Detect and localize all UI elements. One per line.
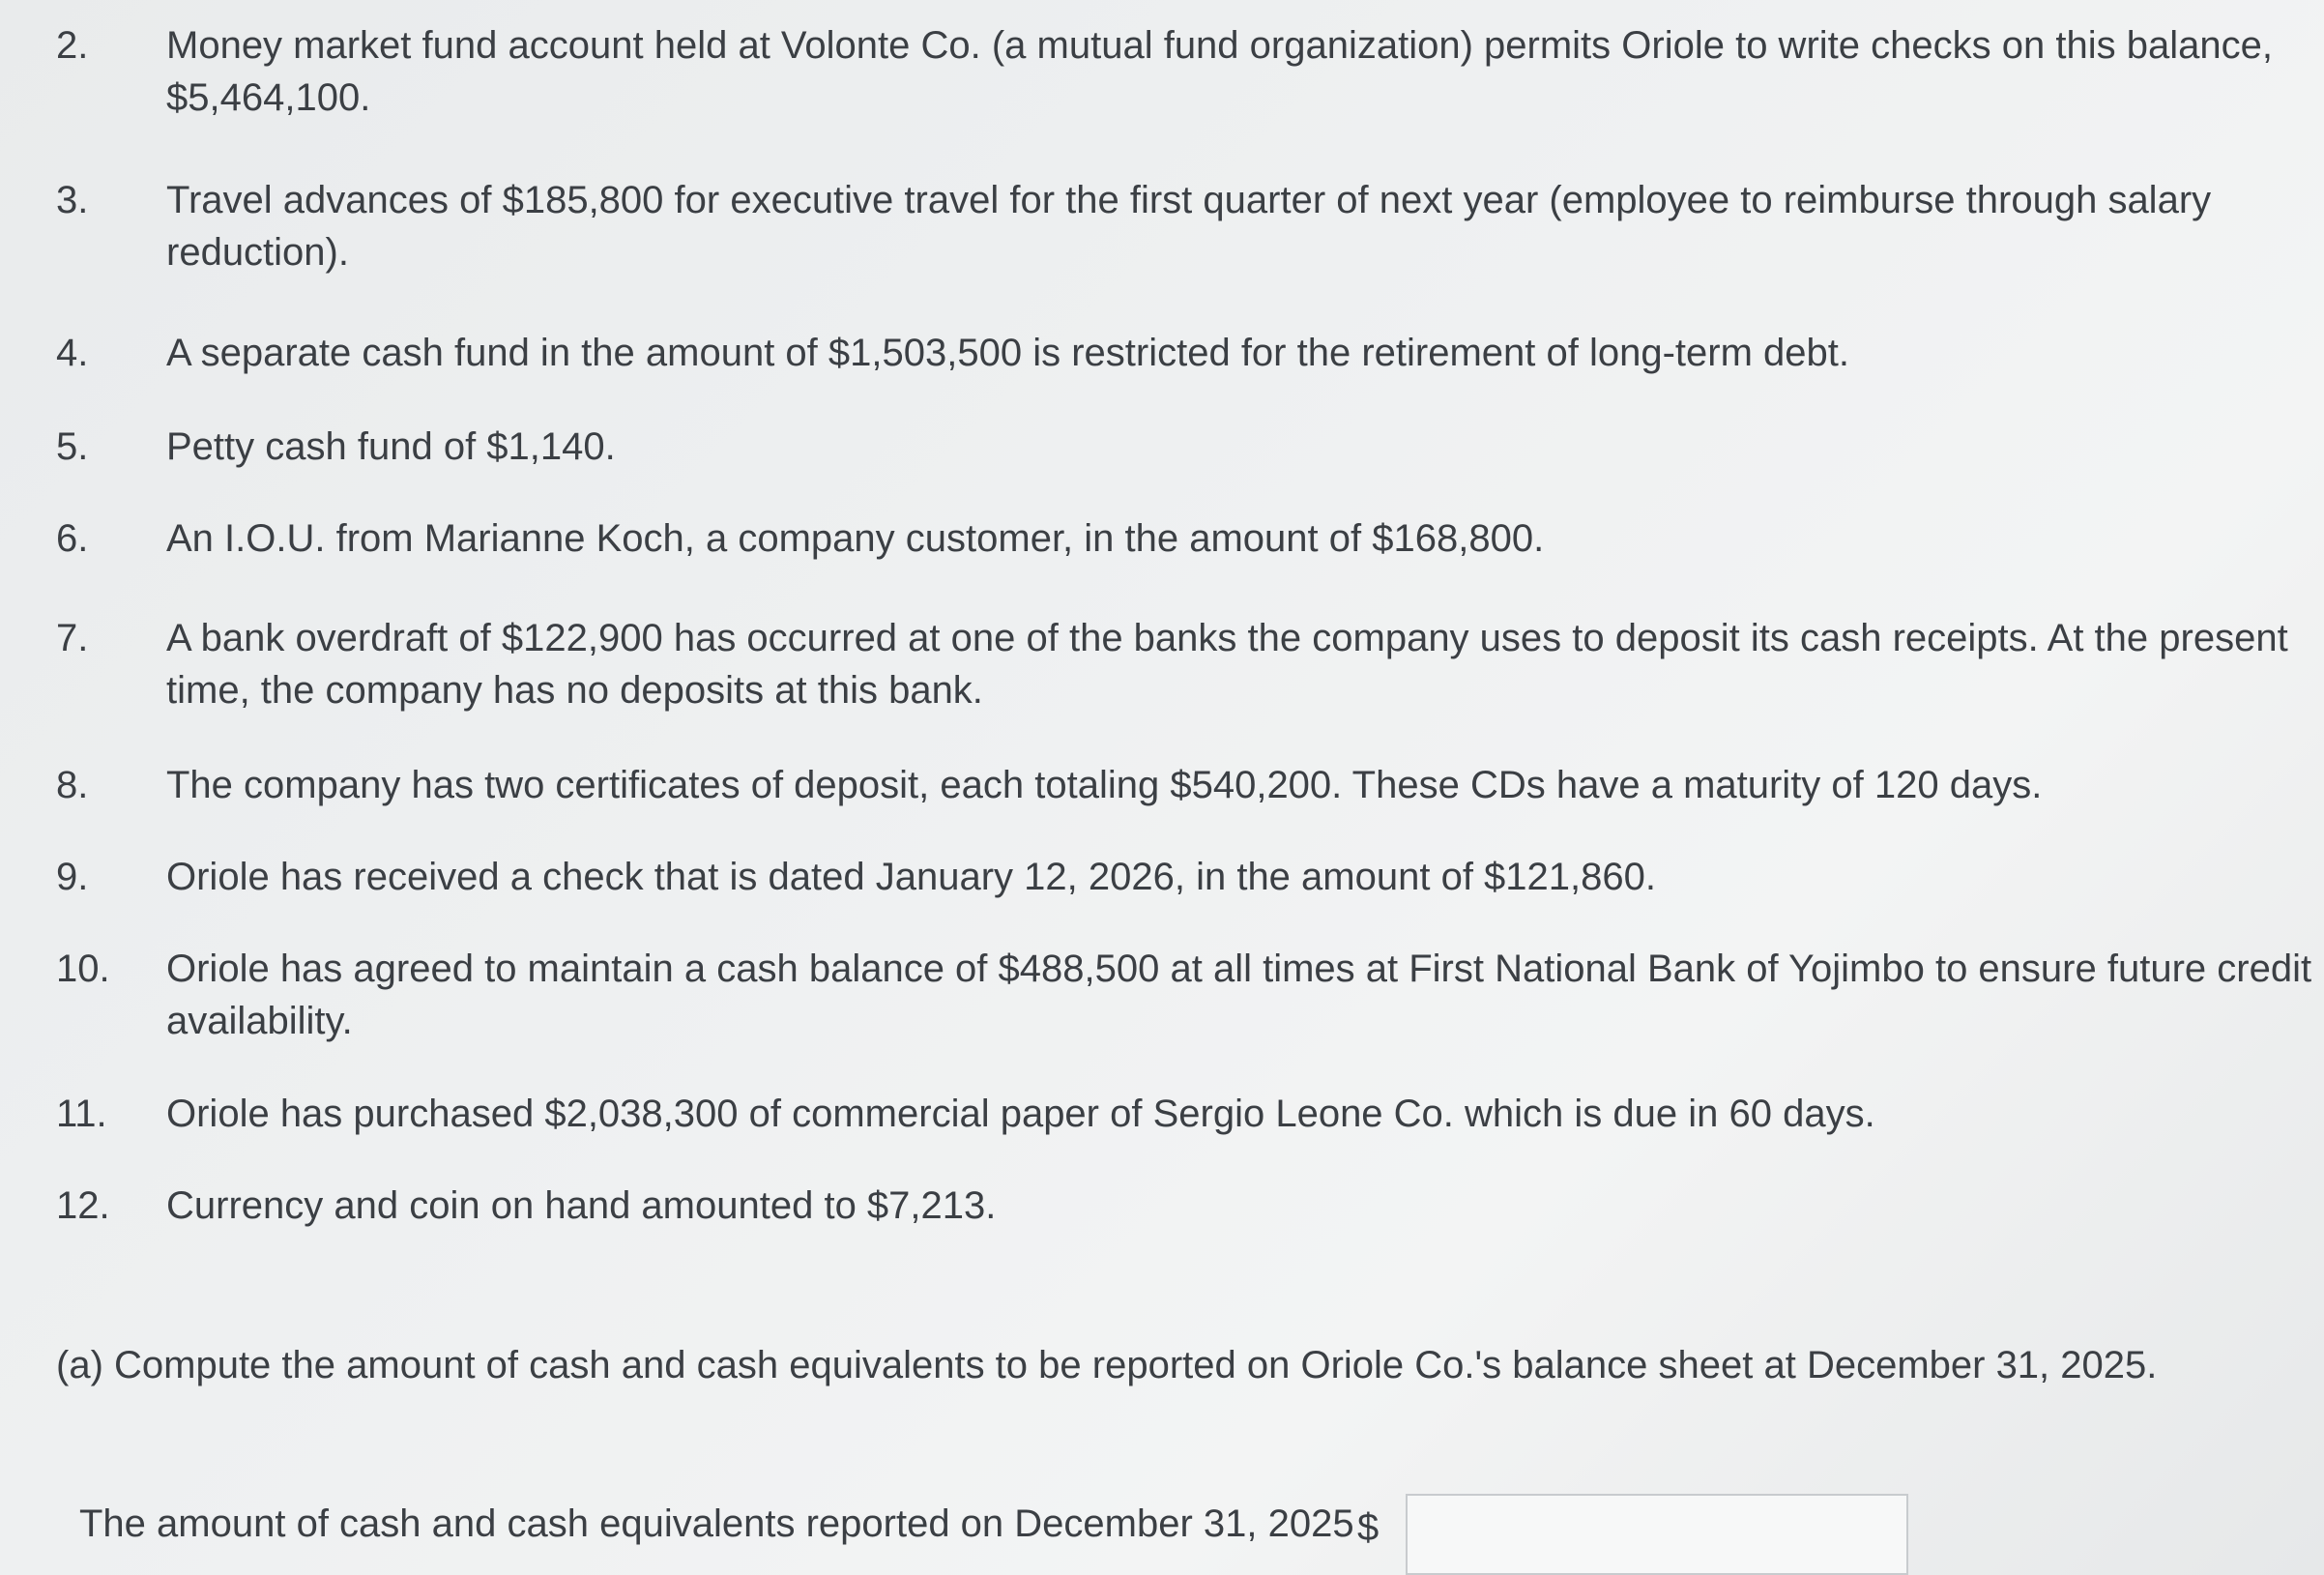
item-text: A bank overdraft of $122,900 has occurred at one of the banks the company uses to deposit its cash receipts. At the present time, the company has no deposits at this bank.: [166, 617, 2288, 712]
item-text: Oriole has purchased $2,038,300 of commercial paper of Sergio Leone Co. which is due in 60 days.: [166, 1093, 1875, 1135]
item-text: The company has two certificates of deposit, each totaling $540,200. These CDs have a maturity of 120 days.: [166, 764, 2043, 806]
item-number: 9.: [56, 856, 89, 898]
item-text: Currency and coin on hand amounted to $7,213.: [166, 1184, 997, 1227]
item-text: Oriole has agreed to maintain a cash balance of $488,500 at all times at First National Bank of Yojimbo to ensure future credit availability.: [166, 948, 2312, 1042]
item-text: Money market fund account held at Volonte Co. (a mutual fund organization) permits Oriole to write checks on this balance, $5,464,100.: [166, 24, 2273, 119]
item-number: 8.: [56, 764, 89, 806]
item-number: 7.: [56, 617, 89, 659]
item-number: 10.: [56, 948, 110, 990]
item-text: An I.O.U. from Marianne Koch, a company customer, in the amount of $168,800.: [166, 517, 1545, 560]
item-text: Petty cash fund of $1,140.: [166, 425, 616, 468]
item-number: 11.: [56, 1093, 107, 1135]
currency-symbol: $: [1357, 1506, 1380, 1549]
cash-equivalents-input[interactable]: [1406, 1494, 1908, 1575]
item-text: Oriole has received a check that is dated January 12, 2026, in the amount of $121,860.: [166, 856, 1656, 898]
answer-row: [79, 1494, 2303, 1571]
item-number: 4.: [56, 332, 89, 374]
answer-label: The amount of cash and cash equivalents reported on December 31, 2025: [79, 1502, 1354, 1545]
item-number: 2.: [56, 24, 89, 67]
item-number: 3.: [56, 179, 89, 221]
item-text: A separate cash fund in the amount of $1,503,500 is restricted for the retirement of long-term debt.: [166, 332, 1849, 374]
item-number: 6.: [56, 517, 89, 560]
item-text: Travel advances of $185,800 for executive travel for the first quarter of next year (employee to reimburse through salary reduction).: [166, 179, 2212, 274]
question-text: (a) Compute the amount of cash and cash equivalents to be reported on Oriole Co.'s balance sheet at December 31, 2025.: [56, 1344, 2158, 1386]
item-number: 5.: [56, 425, 89, 468]
item-number: 12.: [56, 1184, 110, 1227]
